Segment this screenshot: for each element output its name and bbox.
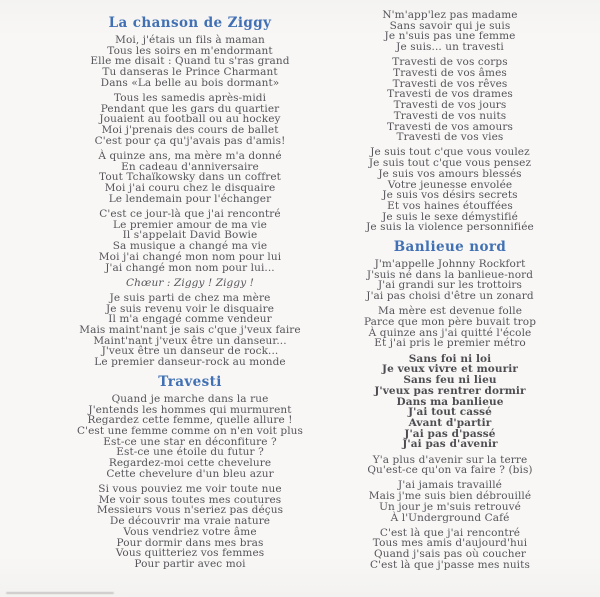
lyric-line: Travesti de vos vies (396, 131, 504, 144)
stanza (300, 480, 600, 523)
lyric-line: Quand j'sais pas où coucher (374, 548, 526, 561)
lyric-line: Je suis vos amours blessés (378, 167, 522, 180)
lyric-line: Est-ce une étoile du futur ? (116, 446, 264, 459)
song-title: Banlieue nord (393, 239, 507, 256)
lyric-line: C'est ce jour-là que j'ai rencontré (99, 208, 281, 221)
lyric-line: J'entends les hommes qui murmurent (88, 403, 292, 416)
lyric-line: Je suis tout c'que vous voulez (370, 146, 530, 159)
lyric-line: Un jour je m'suis retrouvé (379, 500, 521, 513)
lyric-line: J'm'appelle Johnny Rockfort (374, 258, 526, 271)
stanza (300, 528, 600, 571)
lyric-line: Travesti de vos corps (392, 56, 508, 69)
lyric-line: Moi j'prenais des cours de ballet (101, 124, 279, 137)
stanza (300, 57, 600, 143)
lyric-line: Travesti de vos âmes (393, 67, 507, 80)
lyric-line: Je suis tout c'que vous pensez (368, 157, 532, 170)
lyric-line: J'veux être un danseur de rock... (101, 345, 279, 358)
lyric-line: Je suis... un travesti (396, 41, 504, 54)
lyric-line: Votre jeunesse envolée (387, 178, 513, 191)
lyric-line: Messieurs vous n'seriez pas déçus (96, 504, 284, 517)
lyric-line: Le premier amour de ma vie (113, 218, 267, 231)
lyric-line: Parce que mon père buvait trop (363, 316, 537, 329)
stanza (300, 259, 600, 302)
lyric-line: J'ai changé mon nom pour lui... (105, 261, 275, 274)
lyric-line: Me voir sous toutes mes coutures (98, 493, 282, 506)
lyric-line: Je suis parti de chez ma mère (109, 291, 271, 304)
lyric-line: Travesti de vos nuits (393, 109, 507, 122)
lyric-line: Je n'suis pas une femme (384, 30, 516, 43)
lyric-line: À l'Underground Café (390, 511, 510, 524)
scan-edge-shadow (6, 592, 114, 594)
stanza (40, 293, 340, 368)
lyric-line: Vous quitteriez vos femmes (115, 547, 265, 560)
lyric-line: C'est pour ça qu'j'avais pas d'amis! (94, 134, 286, 147)
lyrics-column-right (300, 10, 600, 575)
lyric-line: Le lendemain pour l'échanger (108, 192, 272, 205)
lyric-line: Tous les samedis après-midi (113, 92, 267, 105)
lyric-line: J'ai grandi sur les trottoirs (377, 279, 523, 292)
lyric-line: Si vous pouviez me voir toute nue (98, 483, 282, 496)
lyric-line: Je suis le sexe démystifié (382, 210, 518, 223)
lyric-line: J'ai pas d'avenir (402, 438, 498, 451)
lyric-line: Vous vendriez votre âme (123, 525, 257, 538)
lyric-line: Tu danseras le Prince Charmant (102, 66, 278, 79)
lyric-line: Sans feu ni lieu (403, 374, 497, 387)
lyric-line: Sans foi ni loi (408, 352, 492, 365)
lyric-line: Maint'nant j'veux être un danseur... (93, 334, 287, 347)
song-title: Travesti (158, 373, 222, 390)
lyric-line: Sans savoir qui je suis (389, 19, 511, 32)
lyric-line: Pour dormir dans mes bras (116, 536, 264, 549)
lyric-line: Regardez-moi cette chevelure (108, 457, 272, 470)
lyric-line: Je suis la violence personnifiée (366, 221, 534, 234)
lyric-line: Il m'a engagé comme vendeur (108, 313, 272, 326)
lyric-line: Sa musique a changé ma vie (112, 240, 268, 253)
lyric-line: J'ai pas d'passé (404, 427, 496, 440)
lyric-line: À quinze ans, ma mère m'a donné (98, 150, 282, 163)
lyric-line: Tous mes amis d'aujourd'hui (372, 537, 528, 550)
lyric-line: J'ai jamais travaillé (398, 479, 502, 492)
lyric-line: C'est là que j'passe mes nuits (370, 558, 530, 571)
lyric-line: Ma mère est devenue folle (377, 305, 523, 318)
stanza (40, 394, 340, 480)
stanza (300, 455, 600, 476)
lyric-line: Regardez cette femme, quelle allure ! (87, 414, 293, 427)
lyric-line: J'suis né dans la banlieue-nord (366, 268, 534, 281)
lyric-line: Pendant que les gars du quartier (100, 102, 280, 115)
lyric-line: C'est une femme comme on n'en voit plus (76, 425, 304, 437)
chorus-line (40, 278, 340, 289)
stanza (40, 484, 340, 570)
lyric-line: En cadeau d'anniversaire (121, 160, 259, 173)
lyric-line: Il s'appelait David Bowie (122, 229, 258, 242)
song-title: La chanson de Ziggy (108, 15, 272, 31)
lyric-line: Quand je marche dans la rue (111, 392, 269, 405)
lyric-line: Travesti de vos amours (387, 120, 513, 133)
lyric-line: Qu'est-ce qu'on va faire ? (bis) (367, 464, 533, 477)
stanza (40, 151, 340, 205)
stanza (40, 93, 340, 147)
lyric-line: Jouaient au football ou au hockey (99, 113, 281, 126)
lyric-line: Moi, j'étais un fils à maman (115, 34, 265, 46)
lyric-line: Mais maint'nant je sais c'que j'veux faire (79, 324, 301, 337)
stanza (300, 354, 600, 450)
lyric-line: Moi j'ai couru chez le disquaire (104, 182, 276, 195)
lyric-line: Dans «La belle au bois dormant» (100, 76, 280, 89)
stanza (40, 209, 340, 273)
lyric-line: C'est là que j'ai rencontré (379, 526, 521, 539)
lyric-line: Tous les soirs en m'endormant (107, 44, 273, 57)
lyric-line: Avant d'partir (408, 416, 492, 429)
lyric-line: Et vos haines étouffées (387, 199, 513, 212)
lyric-line: Je suis vos désirs secrets (382, 189, 518, 202)
lyric-line: Tout Tchaïkowsky dans un coffret (99, 171, 281, 184)
lyric-line: Cette chevelure d'un bleu azur (106, 467, 274, 480)
lyric-line: De découvrir ma vraie nature (109, 515, 271, 528)
lyric-line: Je veux vivre et mourir (382, 363, 518, 376)
lyric-line: Travesti de vos jours (393, 99, 507, 112)
lyric-line: J'veux pas rentrer dormir (374, 384, 526, 397)
lyric-line: J'ai pas choisi d'être un zonard (366, 290, 534, 303)
lyric-line: Moi j'ai changé mon nom pour lui (98, 250, 282, 263)
lyric-line: Le premier danseur-rock au monde (94, 356, 286, 369)
lyric-line: À quinze ans j'ai quitté l'école (368, 326, 532, 339)
stanza (300, 147, 600, 233)
stanza (300, 10, 600, 53)
lyric-line: Elle me disait : Quand tu s'ras grand (90, 55, 290, 68)
lyric-line: Pour partir avec moi (134, 557, 246, 570)
lyric-line: J'ai tout cassé (408, 406, 492, 419)
lyric-line: Travesti de vos drames (387, 88, 513, 101)
lyric-line: Mais j'me suis bien débrouillé (368, 490, 532, 503)
lyrics-column-left (40, 13, 340, 574)
lyric-line: Dans ma banlieue (396, 395, 504, 408)
lyric-line: Chœur : Ziggy ! Ziggy ! (126, 276, 254, 289)
stanza (40, 35, 340, 89)
lyric-line: Je suis revenu voir le disquaire (105, 302, 275, 315)
lyric-line: Est-ce une star en déconfiture ? (103, 435, 277, 448)
lyric-line: N'm'app'lez pas madame (382, 9, 518, 21)
lyric-line: Y'a plus d'avenir sur la terre (372, 453, 528, 466)
lyric-line: Travesti de vos rêves (392, 77, 508, 90)
lyric-line: Et j'ai pris le premier métro (374, 337, 526, 350)
stanza (300, 306, 600, 349)
